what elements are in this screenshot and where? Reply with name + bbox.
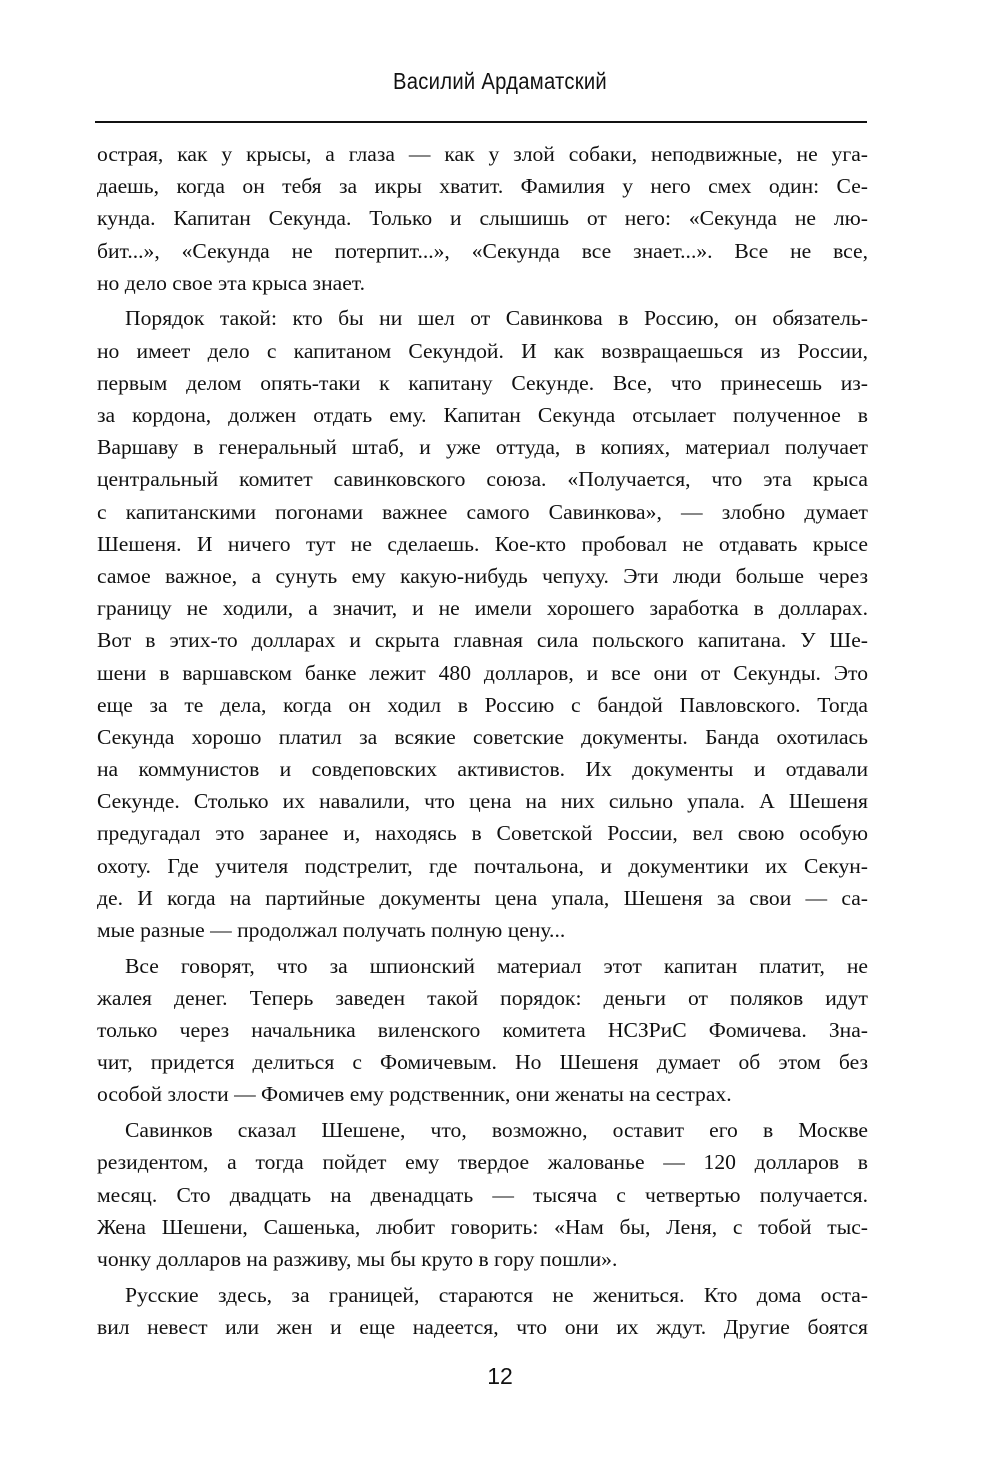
text-line: с капитанскими погонами важнее самого Савинкова», — злобно думает — [97, 499, 868, 524]
text-line: только через начальника виленского комитета НСЗРиС Фомичева. Зна- — [97, 1018, 868, 1043]
text-line: жалея денег. Теперь заведен такой порядок: деньги от поляков идут — [97, 985, 868, 1010]
text-line: вил невест или жен и еще надеется, что они их ждут. Другие боятся — [97, 1314, 868, 1339]
paragraph — [97, 1114, 868, 1275]
text-line: предугадал это заранее и, находясь в Советской России, вел свою особую — [97, 821, 868, 846]
text-line: центральный комитет савинковского союза. «Получается, что эта крыса — [97, 467, 868, 492]
page-number: 12 — [487, 1363, 513, 1389]
text-line: Шешеня. И ничего тут не сделаешь. Кое-кто пробовал не отдавать крысе — [97, 531, 868, 556]
text-line: Порядок такой: кто бы ни шел от Савинкова в Россию, он обязатель- — [125, 306, 868, 331]
text-line: Секунда хорошо платил за всякие советские документы. Банда охотилась — [97, 724, 868, 749]
text-line: но дело свое эта крыса знает. — [97, 270, 366, 295]
paragraph — [97, 950, 868, 1111]
text-line: но имеет дело с капитаном Секундой. И как возвращаешься из России, — [97, 338, 868, 363]
text-line: месяц. Сто двадцать на двенадцать — тысяча с четвертью получается. — [97, 1182, 868, 1207]
paragraph — [97, 1279, 868, 1343]
text-line: за кордона, должен отдать ему. Капитан Секунда отсылает полученное в — [97, 403, 868, 427]
text-line: первым делом опять-таки к капитану Секунде. Все, что принесешь из- — [97, 370, 868, 395]
text-line: чит, придется делиться с Фомичевым. Но Шешеня думает об этом без — [97, 1050, 868, 1075]
header-divider — [95, 121, 867, 123]
text-line: еще за те дела, когда он ходил в Россию с бандой Павловского. Тогда — [97, 692, 868, 717]
text-line: резидентом, а тогда пойдет ему твердое жалованье — 120 долларов в — [97, 1150, 868, 1175]
text-line: кунда. Капитан Секунда. Только и слышишь от него: «Секунда не лю- — [97, 206, 868, 231]
text-line: чонку долларов на разживу, мы бы круто в гору пошли». — [97, 1246, 618, 1271]
text-line: Секунде. Столько их навалили, что цена на них сильно упала. А Шешеня — [97, 789, 868, 814]
text-line: Все говорят, что за шпионский материал этот капитан платит, не — [125, 953, 868, 978]
text-line: Савинков сказал Шешене, что, возможно, оставит его в Москве — [125, 1118, 868, 1143]
paragraph — [97, 302, 868, 946]
text-line: охоту. Где учителя подстрелит, где почтальона, и документики их Секун- — [97, 853, 868, 878]
page-body-text — [97, 138, 868, 1346]
text-line: мые разные — продолжал получать полную цену... — [97, 918, 566, 942]
text-line: на коммунистов и совдеповских активистов. Их документы и отдавали — [97, 757, 868, 782]
text-line: границу не ходили, а значит, и не имели хорошего заработка в долларах. — [97, 596, 868, 621]
text-line: шени в варшавском банке лежит 480 долларов, и все они от Секунды. Это — [97, 660, 868, 685]
text-line: особой злости — Фомичев ему родственник, они женаты на сестрах. — [97, 1082, 732, 1107]
running-header-author: Василий Ардаматский — [393, 68, 607, 94]
text-line: де. И когда на партийные документы цена упала, Шешеня за свои — са- — [97, 885, 868, 910]
text-line: Жена Шешени, Сашенька, любит говорить: «Нам бы, Леня, с тобой тыс- — [97, 1214, 868, 1239]
text-line: самое важное, а сунуть ему какую-нибудь чепуху. Эти люди больше через — [97, 563, 868, 588]
text-line: даешь, когда он тебя за икры хватит. Фамилия у него смех один: Се- — [97, 174, 868, 199]
text-line: Варшаву в генеральный штаб, и уже оттуда, в копиях, материал получает — [97, 435, 868, 460]
text-line: Русские здесь, за границей, стараются не жениться. Кто дома оста- — [125, 1282, 868, 1307]
text-line: острая, как у крысы, а глаза — как у злой собаки, неподвижные, не уга- — [97, 142, 868, 166]
paragraph — [97, 138, 868, 299]
text-line: бит...», «Секунда не потерпит...», «Секунда все знает...». Все не все, — [97, 238, 868, 263]
text-line: Вот в этих-то долларах и скрыта главная сила польского капитана. У Ше- — [97, 628, 868, 653]
